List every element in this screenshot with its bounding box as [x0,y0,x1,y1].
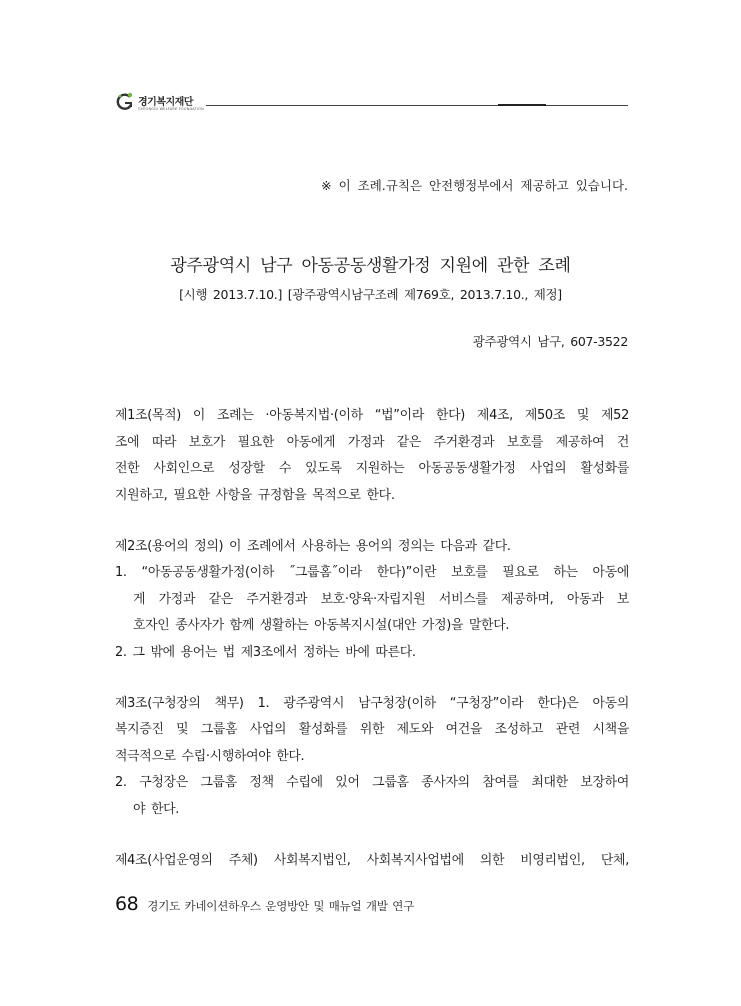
article-1 [115,403,629,509]
page-header [116,90,628,120]
text-line: 야 한다. [133,801,180,817]
text-line: 게 가정과 같은 주거환경과 보호·양육·자립지원 서비스를 제공하며, 아동과 보 [133,591,629,607]
text-line: 조에 따라 보호가 필요한 아동에게 가정과 같은 주거환경과 보호를 제공하여 건 [115,434,629,450]
header-divider [206,105,628,106]
text-line: 복지증진 및 그룹홈 사업의 활성화를 위한 제도와 여건을 조성하고 관련 시책을 [115,722,629,737]
issuer-contact: 광주광역시 남구, 607-3522 [472,334,628,349]
ordinance-enforcement-info: [시행 2013.7.10.] [광주광역시남구조례 제769호, 2013.7.10., 제정] [179,287,562,302]
paragraph-gap [115,509,629,534]
page-number: 68 [115,893,139,915]
text-line: 전한 사회인으로 성장할 수 있도록 지원하는 아동공동생활가정 사업의 활성화를 [115,461,629,476]
foundation-logo-icon [116,92,134,112]
paragraph-gap [115,823,629,848]
text-line: 제2조(용어의 정의) 이 조례에서 사용하는 용어의 정의는 다음과 같다. [115,538,511,554]
text-line: 2. 그 밖에 용어는 법 제3조에서 정하는 바에 따른다. [115,644,416,660]
text-line: 제3조(구청장의 책무) 1. 광주광역시 남구청장(이하 “구청장”이라 한다)은 아동의 [115,695,629,711]
article-2 [115,534,629,667]
text-line: 2. 구청장은 그룹홈 정책 수립에 있어 그룹홈 종사자의 참여를 최대한 보장하여 [115,775,629,790]
text-line: 1. “아동공동생활가정(이하 ˝그룹홈˝이라 한다)”이란 보호를 필요로 하는 아동에 [115,565,629,580]
ordinance-body [115,403,629,874]
text-line: 제4조(사업운영의 주체) 사회복지법인, 사회복지사업법에 의한 비영리법인, 단체, [115,852,629,868]
logo-name: 경기복지재단 [138,97,193,108]
page-footer [115,893,414,915]
running-title: 경기도 카네이션하우스 운영방안 및 매뉴얼 개발 연구 [147,899,415,913]
article-4 [115,848,629,875]
source-notice: ※ 이 조례.규칙은 안전행정부에서 제공하고 있습니다. [321,178,628,193]
paragraph-gap [115,666,629,691]
logo-subtitle: GYEONGGI WELFARE FOUNDATION [138,107,204,111]
ordinance-title: 광주광역시 남구 아동공동생활가정 지원에 관한 조례 [170,256,571,276]
article-3 [115,691,629,824]
text-line: 제1조(목적) 이 조례는 ·아동복지법·(이하 “법”이라 한다) 제4조, 제50조 및 제52 [115,408,629,423]
text-line: 호자인 종사자가 함께 생활하는 아동복지시설(대안 가정)을 말한다. [133,618,510,633]
header-divider-accent [498,104,546,106]
text-line: 지원하고, 필요한 사항을 규정함을 목적으로 한다. [115,487,395,503]
text-line: 적극적으로 수립·시행하여야 한다. [115,748,305,764]
